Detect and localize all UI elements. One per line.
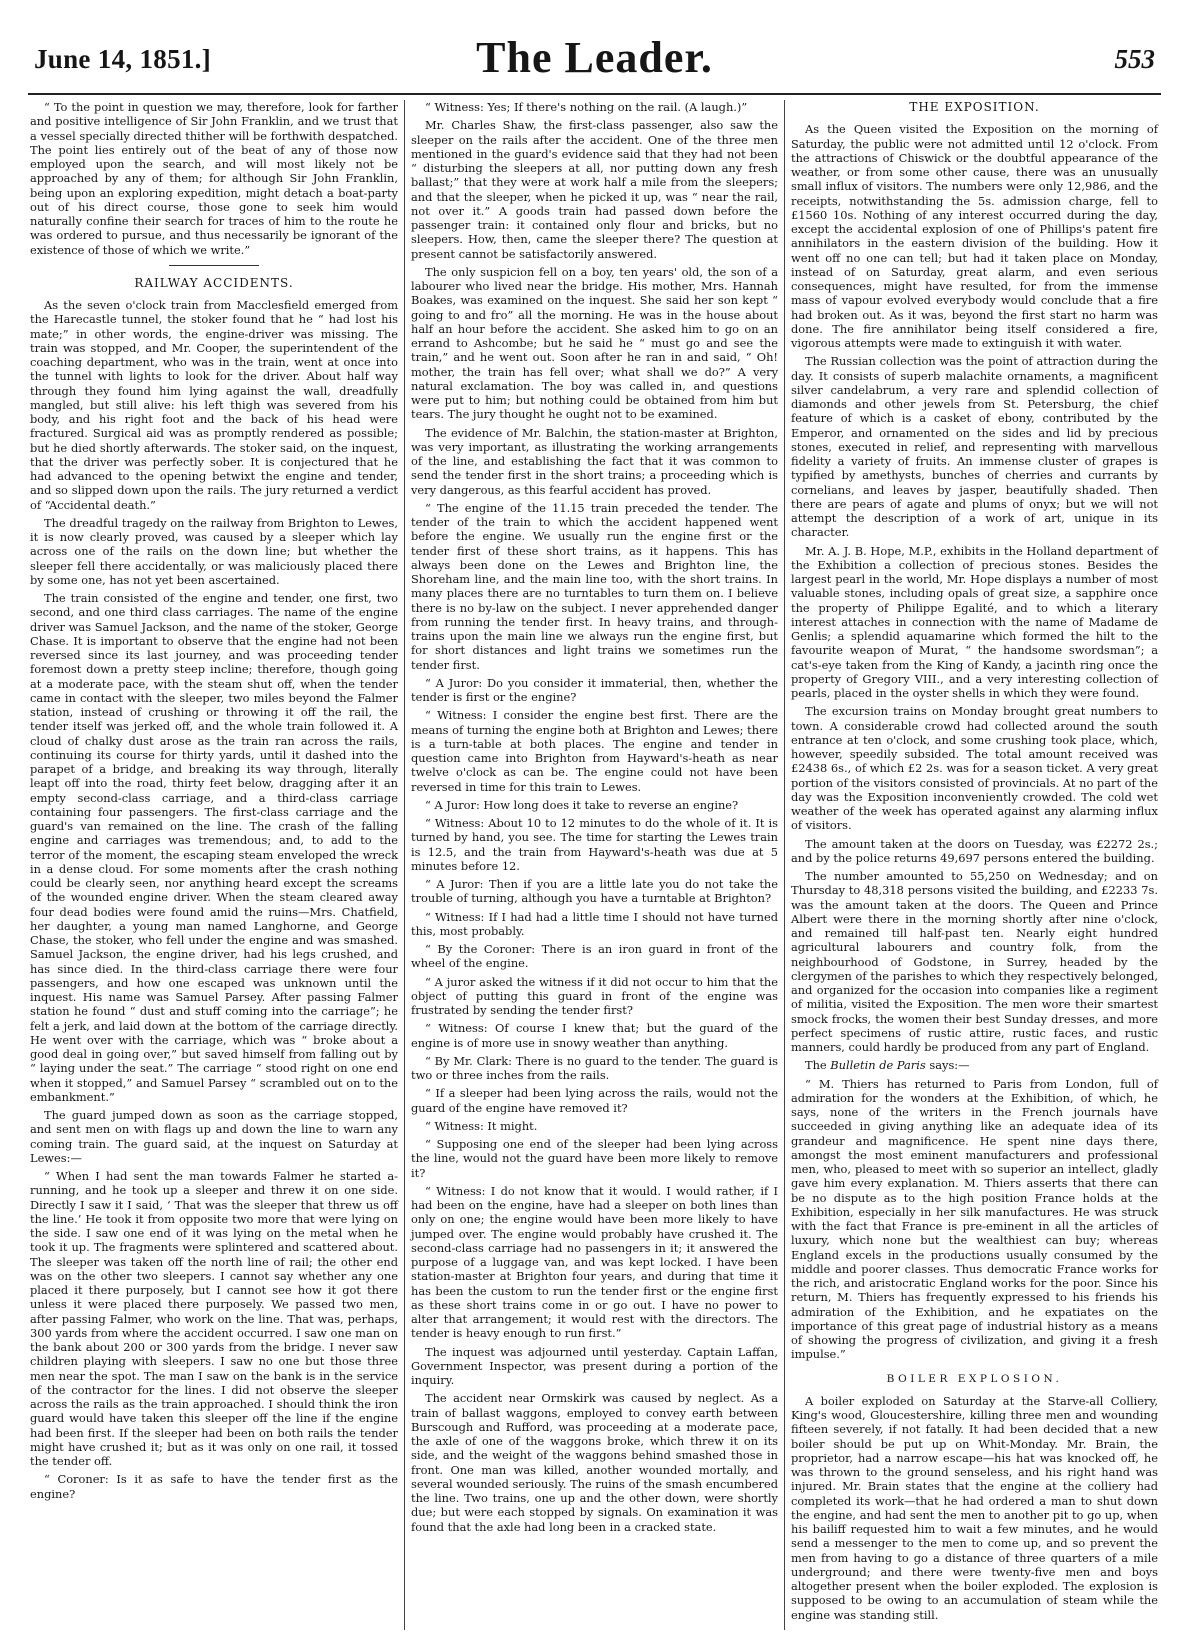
- paragraph: “ By the Coroner: There is an iron guard in front of the wheel of the engine.: [411, 942, 778, 971]
- text: says:—: [925, 1058, 970, 1073]
- paragraph: Mr. Charles Shaw, the first-class passenger, also saw the sleeper on the rails after the accident. One of the three men mentioned in the guard's evidence said that they had not been “ disturbing the sleepers at all, nor putting down any fresh ballast;” that they were at work half a mile from the sleepers; and that the sleeper, when he picked it up, was “ near the rail, not over it.” A goods train had passed down before the passenger train: it contained only flour and bricks, but no sleepers. How, then, came the sleeper there? The question at present cannot be satisfactorily answered.: [411, 118, 778, 261]
- boiler-explosion-heading: BOILER EXPLOSION.: [886, 1372, 1063, 1385]
- paragraph: “ By Mr. Clark: There is no guard to the tender. The guard is two or three inches from the rails.: [411, 1053, 778, 1082]
- article-columns: [24, 100, 1165, 1630]
- column-middle: [404, 100, 784, 1630]
- paragraph: As the Queen visited the Exposition on the morning of Saturday, the public were not admitted until 12 o'clock. From the attractions of Chiswick or the doubtful appearance of the weather, or from some other cause, there was an unusually small influx of visitors. The numbers were only 12,986, and the receipts, notwithstanding the 5s. admission charge, fell to £1560 10s. Nothing of any interest occurred during the day, except the accidental explosion of one of Phillips's patent fire annihilators in the eastern division of the building. How it went off no one can tell; but had it taken place on Monday, instead of on Saturday, great alarm, and even serious consequences, might have resulted, for from the immense mass of vapour evolved everybody would conclude that a fire had broken out. As it was, beyond the first start no harm was done. The fire annihilator being itself considered a fire, vigorous attempts were made to extinguish it with water.: [791, 122, 1158, 350]
- paragraph: The inquest was adjourned until yesterday. Captain Laffan, Government Inspector, was present during a portion of the inquiry.: [411, 1344, 778, 1387]
- column-right: [784, 100, 1164, 1630]
- paragraph: As the seven o'clock train from Macclesfield emerged from the Harecastle tunnel, the stoker found that he “ had lost his mate;” in other words, the engine-driver was missing. The train was stopped, and Mr. Cooper, the superintendent of the coaching department, who was in the train, went at once into the tunnel with lights to look for the driver. About half way through they found him lying against the wall, dreadfully mangled, but still alive: his left thigh was severed from his body, and his right foot and the back of his head were fractured. Surgical aid was as promptly rendered as possible; but he died shortly afterwards. The stoker said, on the inquest, that the driver was perfectly sober. It is conjectured that he had advanced to the opening betwixt the engine and tender, and so slipped down upon the rails. The jury returned a verdict of “Accidental death.”: [30, 298, 398, 512]
- section-separator: [169, 265, 259, 266]
- newspaper-title: The Leader.: [476, 33, 713, 82]
- paragraph: “ The engine of the 11.15 train preceded the tender. The tender of the train to which the accident happened went before the engine. We usually run the engine first or the tender first of these short trains, as it happens. This has always been done on the Lewes and Brighton line, the Shoreham line, and the main line too, with the short trains. In many places there are no turntables to turn them on. I believe there is no by-law on the subject. I never apprehended danger from running the tender first. In heavy trains, and through-trains upon the main line we always run the engine first, but for short distances and light trains we sometimes run the tender first.: [411, 500, 778, 672]
- paragraph: “ Witness: It might.: [425, 1118, 538, 1133]
- paragraph: Mr. A. J. B. Hope, M.P., exhibits in the Holland department of the Exhibition a collection of precious stones. Besides the largest pearl in the world, Mr. Hope displays a number of most valuable stones, including opals of great size, a sapphire once the property of Philippe Egalité, and to which a literary interest attaches in connection with the name of Madame de Genlis; a splendid aquamarine which formed the hilt to the favourite weapon of Murat, “ the handsome swordsman”; a cat's-eye taken from the King of Kandy, a jacinth ring once the property of Gregory VIII., and a very interesting collection of pearls, placed in the oyster shells in which they were found.: [791, 543, 1158, 700]
- paragraph: The accident near Ormskirk was caused by neglect. As a train of ballast waggons, employed to convey earth between Burscough and Rufford, was proceeding at a moderate pace, the axle of one of the waggons broke, which threw it on its side, and the weight of the waggons behind smashed those in front. One man was killed, another wounded mortally, and several wounded seriously. The ruins of the smash encumbered the line. Two trains, one up and the other down, were shortly due; but were each stopped by signals. On examination it was found that the axle had long been in a cracked state.: [411, 1391, 778, 1534]
- paragraph: The train consisted of the engine and tender, one first, two second, and one third class carriages. The name of the engine driver was Samuel Jackson, and the name of the stoker, George Chase. It is important to observe that the engine had not been reversed since its last journey, and was proceeding tender foremost down a pretty steep incline; therefore, though going at a moderate pace, with the steam shut off, when the tender came in contact with the sleeper, two miles beyond the Falmer station, instead of crushing or throwing it off the rail, the tender itself was jerked off, and the whole train followed it. A cloud of chalky dust arose as the train ran across the rails, continuing its course for thirty yards, until it dashed into the parapet of a bridge, and breaking its way through, literally leapt off into the road, thirty feet below, dragging after it an empty second-class carriage, and a third-class carriage containing four passengers. The first-class carriage and the guard's van remained on the line. The crash of the falling engine and carriages was tremendous; and, to add to the terror of the moment, the escaping steam enveloped the wreck in a dense cloud. For some moments after the crash nothing could be clearly seen, nor anything heard except the screams of the wounded engine driver. When the steam cleared away four dead bodies were found amid the ruins—Mrs. Chatfield, her daughter, a young man named Langhorne, and George Chase, the stoker, who fell under the engine and was smashed. Samuel Jackson, the engine driver, had his legs crushed, and has since died. In the third-class carriage there were four passengers, and how one escaped was unknown until the inquest. His name was Samuel Parsey. After passing Falmer station he found “ dust and stuff coming into the carriage”; he felt a jerk, and laid down at the bottom of the carriage directly. He went over with the carriage, which was “ broke about a good deal in going over,” but saved himself from falling out by “ laying under the seat.” The carriage “ stood right on one end when it stopped,” and Samuel Parsey “ scrambled out on to the embankment.”: [30, 591, 398, 1104]
- paragraph: “ When I had sent the man towards Falmer he started a-running, and he took up a sleeper and threw it on one side. Directly I saw it I said, ‘ That was the sleeper that threw us off the line.’ He took it from opposite two more that were lying on the side. I saw one end of it was lying on the metal when he took it up. The fragments were splintered and scattered about. The sleeper was taken off the north line of rail; the other end was on the other two sleepers. I cannot say whether any one placed it there purposely, but I cannot see how it got there unless it were placed there purposely. We passed two men, after passing Falmer, who work on the line. That was, perhaps, 300 yards from where the accident occurred. I saw one man on the bank about 200 or 300 yards from the bridge. I never saw children playing with sleepers. I saw no one but those three men near the spot. The man I saw on the bank is in the service of the contractor for the lines. I did not observe the sleeper across the rails as the train approached. I should think the iron guard would have taken this sleeper off the line if the engine had been first. If the sleeper had been on both rails the tender might have crushed it; but as it was only on one rail, it tossed the tender off.: [30, 1169, 398, 1468]
- paragraph: The number amounted to 55,250 on Wednesday; and on Thursday to 48,318 persons visited the building, and £2233 7s. was the amount taken at the doors. The Queen and Prince Albert were there in the morning shortly after nine o'clock, and remained till half-past ten. Nearly eight hundred agricultural labourers and country folk, from the neighbourhood of Godstone, in Surrey, headed by the clergymen of the parishes to which they respectively belonged, and organized for the occasion into companies like a regiment of militia, visited the Exposition. The men wore their smartest smock frocks, the women their best Sunday dresses, and more perfect specimens of rustic attire, rustic faces, and rustic manners, could hardly be produced from any part of England.: [791, 869, 1158, 1054]
- column-left: [24, 100, 404, 1630]
- paragraph: The guard jumped down as soon as the carriage stopped, and sent men on with flags up and down the line to warn any coming train. The guard said, at the inquest on Saturday at Lewes:—: [30, 1108, 398, 1165]
- paragraph: The excursion trains on Monday brought great numbers to town. A considerable crowd had collected around the south entrance at ten o'clock, and some crushing took place, which, however, speedily subsided. The total amount received was £2438 6s., of which £2 2s. was for a season ticket. A very great portion of the visitors consisted of provincials. At no part of the day was the Exposition inconveniently crowded. The cold wet weather of the week has operated against any alarming influx of visitors.: [791, 704, 1159, 833]
- paragraph: The Russian collection was the point of attraction during the day. It consists of superb malachite ornaments, a magnificent silver candelabrum, a very rare and splendid collection of diamonds and other jewels from St. Petersburg, the chief feature of which is a casket of ebony, contributed by the Emperor, and ornamented on the sides and lid by precious stones, executed in relief, and representing with marvellous fidelity a variety of fruits. An immense cluster of grapes is typified by amethysts, bunches of cherries and currants by cornelians, and leaves by jasper, beautifully shaded. Then there are pears of agate and plums of onyx; but we will not attempt the description of a work of art, unique in its character.: [791, 354, 1158, 540]
- paragraph: The only suspicion fell on a boy, ten years' old, the son of a labourer who lived near the bridge. His mother, Mrs. Hannah Boakes, was examined on the inquest. She said her son kept “ going to and fro” all the morning. He was in the house about half an hour before the accident. She asked him to go on an errand to Ashcombe; but he said he “ must go and see the train,” and he went out. Soon after he ran in and said, “ Oh! mother, the train has fell over; what shall we do?” A very natural exclamation. The boy was called in, and questions were put to him; but nothing could be obtained from him but tears. The jury thought he ought not to be examined.: [411, 264, 778, 422]
- exposition-heading: THE EXPOSITION.: [909, 100, 1040, 114]
- paragraph: “ If a sleeper had been lying across the rails, would not the guard of the engine have removed it?: [411, 1086, 778, 1115]
- paragraph: A boiler exploded on Saturday at the Starve-all Colliery, King's wood, Gloucestershire, killing three men and wounding fifteen severely, if not fatally. It had been decided that a new boiler should be put up on Whit-Monday. Mr. Brain, the proprietor, had a narrow escape—his hat was knocked off, he was thrown to the ground senseless, and his right hand was injured. Mr. Brain states that the engine at the colliery had completed its work—that he had ordered a man to shut down the engine, and had sent the men to another pit to go up, when his bailiff requested him to wait a few minutes, and he would send a messenger to the men to come up, and so prevent the men from having to go a distance of three quarters of a mile underground; and there were twenty-five men and boys altogether present when the boiler exploded. The explosion is supposed to be owing to an accumulation of steam while the engine was standing still.: [791, 1393, 1158, 1622]
- paragraph: “ Witness: I consider the engine best first. There are the means of turning the engine both at Brighton and Lewes; there is a turn-table at both places. The engine and tender in question came into Brighton from Hayward's-heath as near twelve o'clock as can be. The engine could not have been reversed in time for this train to Lewes.: [411, 708, 778, 794]
- paragraph: “ A juror asked the witness if it did not occur to him that the object of putting this guard in front of the engine was frustrated by sending the tender first?: [411, 974, 778, 1017]
- paragraph: “ Witness: I do not know that it would. I would rather, if I had been on the engine, have had a sleeper on both lines than only on one; the engine would have been more likely to have jumped over. The engine would probably have crushed it. The second-class carriage had no passengers in it; it answered the purpose of a luggage van, and was kept locked. I have been station-master at Brighton four years, and during that time it has been the custom to run the tender first or the engine first as these short trains come in or go out. I have no power to alter that arrangement; it would rest with the directors. The tender is heavy enough to run first.”: [411, 1183, 778, 1341]
- paragraph: “ Witness: Yes; If there's nothing on the rail. (A laugh.)”: [425, 100, 748, 114]
- paragraph: “ Supposing one end of the sleeper had been lying across the line, would not the guard have been more likely to remove it?: [411, 1137, 778, 1180]
- publication-name: Bulletin de Paris: [830, 1058, 926, 1073]
- railway-accidents-heading: RAILWAY ACCIDENTS.: [134, 275, 294, 290]
- bulletin-intro: [791, 1058, 1158, 1072]
- page-number: 553: [1114, 44, 1155, 74]
- franklin-quote: “ To the point in question we may, therefore, look for farther and positive intelligence of Sir John Franklin, and we trust that a vessel specially directed thither will be forthwith despatched. The point lies entirely out of the beat of any of those now employed upon the search, and will most likely not be approached by any of them; for although Sir John Franklin, being upon an exploring expedition, might detach a boat-party out of his direct course, those gone to seek him would naturally confine their search for traces of him to the route he was ordered to pursue, and thus necessarily be ignorant of the existence of those of which we write.”: [30, 100, 398, 257]
- paragraph: “ A Juror: Do you consider it immaterial, then, whether the tender is first or the engine?: [411, 675, 778, 704]
- header-rule: [28, 93, 1161, 95]
- paragraph: “ M. Thiers has returned to Paris from London, full of admiration for the wonders at the Exhibition, of which, he says, none of the writers in the French journals have succeeded in giving anything like an adequate idea of its grandeur and magnificence. He spent nine days there, amongst the most eminent manufacturers and professional men, who, pleased to meet with so superior an intellect, gladly gave him every explanation. M. Thiers asserts that there can be no dispute as to the high position France holds at the Exhibition, especially in her silk manufactures. He was struck with the fact that France is pre-eminent in all the articles of luxury, which none but the wealthiest can buy; whereas England excels in the productions usually consumed by the middle and poorer classes. Thus democratic France works for the rich, and aristocratic England works for the poor. Since his return, M. Thiers has frequently expressed to his friends his admiration of the Exhibition, and he expatiates on the importance of this great page of industrial history as a means of showing the progress of civilization, and giving it a fresh impulse.”: [791, 1076, 1158, 1362]
- issue-date: June 14, 1851.]: [34, 44, 212, 74]
- paragraph: “ Witness: About 10 to 12 minutes to do the whole of it. It is turned by hand, you see. The time for starting the Lewes train is 12.5, and the train from Hayward's-heath was due at 5 minutes before 12.: [411, 816, 778, 873]
- paragraph: “ Coroner: Is it as safe to have the tender first as the engine?: [30, 1472, 398, 1501]
- paragraph: The dreadful tragedy on the railway from Brighton to Lewes, it is now clearly proved, was caused by a sleeper which lay across one of the rails on the down line; but whether the sleeper fell there accidentally, or was maliciously placed there by some one, has not yet been ascertained.: [30, 515, 398, 587]
- masthead: [28, 0, 1161, 92]
- paragraph: “ Witness: If I had had a little time I should not have turned this, most probably.: [411, 909, 778, 938]
- paragraph: “ A Juror: Then if you are a little late you do not take the trouble of turning, although you have a turntable at Brighton?: [411, 877, 778, 906]
- paragraph: The evidence of Mr. Balchin, the station-master at Brighton, was very important, as illustrating the working arrangements of the line, and establishing the fact that it was common to send the tender first in the short trains; a proceeding which is very dangerous, as this fearful accident has proved.: [411, 425, 778, 497]
- text: The: [805, 1058, 831, 1073]
- paragraph: “ Witness: Of course I knew that; but the guard of the engine is of more use in snowy weather than anything.: [411, 1021, 778, 1050]
- paragraph: The amount taken at the doors on Tuesday, was £2272 2s.; and by the police returns 49,697 persons entered the building.: [791, 836, 1158, 865]
- paragraph: “ A Juror: How long does it take to reverse an engine?: [425, 797, 739, 812]
